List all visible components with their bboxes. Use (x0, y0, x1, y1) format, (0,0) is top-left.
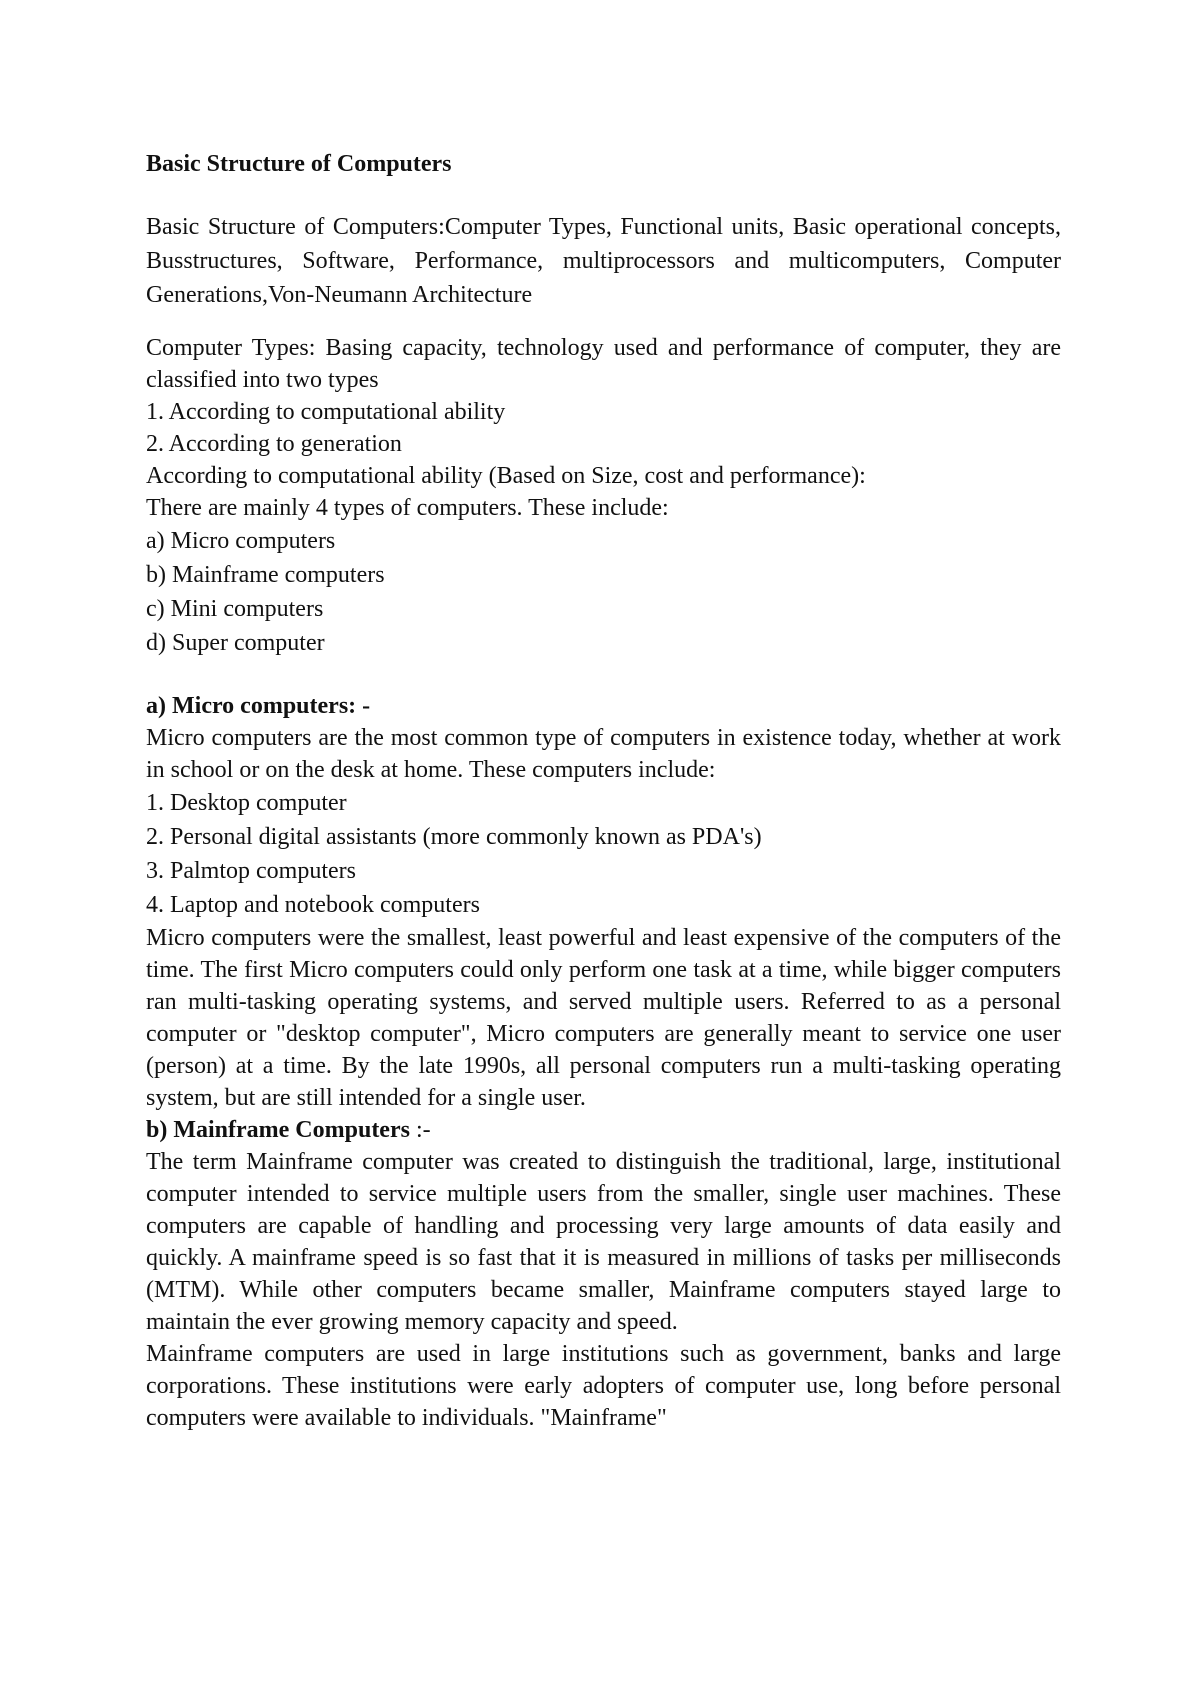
spacer (146, 312, 1061, 332)
classification-item: 2. According to generation (146, 431, 402, 457)
micro-intro-paragraph: Micro computers are the most common type of computers in existence today, whether at work in school or on the desk at home. These computers include: (146, 725, 1061, 783)
types-list-item: c) Mini computers (146, 596, 324, 622)
micro-list-item: 4. Laptop and notebook computers (146, 892, 480, 918)
micro-list-item: 1. Desktop computer (146, 790, 347, 816)
mainframe-heading-label: b) Mainframe Computers (146, 1117, 410, 1143)
micro-list-item: 2. Personal digital assistants (more commonly known as PDA's) (146, 824, 762, 850)
mainframe-paragraph-1: The term Mainframe computer was created to distinguish the traditional, large, institutional computer intended to service multiple users from the smaller, single user machines. These computers are capable of handling and processing very large amounts of data easily and quickly. A mainframe speed is so fast that it is measured in millions of tasks per milliseconds (MTM). While other computers became smaller, Mainframe computers stayed large to maintain the ever growing memory capacity and speed. (146, 1149, 1061, 1335)
document-title: Basic Structure of Computers (146, 151, 452, 177)
micro-list-item: 3. Palmtop computers (146, 858, 356, 884)
types-list-item: a) Micro computers (146, 528, 336, 554)
document-page (146, 148, 1061, 1434)
computer-types-paragraph: Computer Types: Basing capacity, technology used and performance of computer, they are classified into two types (146, 335, 1061, 393)
spacer (146, 660, 1061, 690)
types-count-line: There are mainly 4 types of computers. These include: (146, 495, 669, 521)
micro-description-paragraph: Micro computers were the smallest, least powerful and least expensive of the computers of the time. The first Micro computers could only perform one task at a time, while bigger computers ran multi-tasking operating systems, and served multiple users. Referred to as a personal computer or "desktop computer", Micro computers are generally meant to service one user (person) at a time. By the late 1990s, all personal computers run a multi-tasking operating system, but are still intended for a single user. (146, 925, 1061, 1111)
mainframe-heading-suffix: :- (409, 1117, 431, 1143)
classification-item: 1. According to computational ability (146, 399, 506, 425)
micro-heading-suffix: : - (348, 693, 371, 719)
mainframe-paragraph-2: Mainframe computers are used in large institutions such as government, banks and large corporations. These institutions were early adopters of computer use, long before personal computers were available to individuals. "Mainframe" (146, 1341, 1061, 1431)
intro-paragraph: Basic Structure of Computers:Computer Types, Functional units, Basic operational concepts, Busstructures, Software, Performance, multiprocessors and multicomputers, Computer Generations,Von-Neumann Architecture (146, 214, 1061, 308)
mainframe-heading (146, 1114, 1061, 1146)
ability-heading: According to computational ability (Based on Size, cost and performance): (146, 463, 866, 489)
micro-heading (146, 690, 1061, 722)
types-list-item: b) Mainframe computers (146, 562, 385, 588)
micro-heading-label: a) Micro computers (146, 693, 349, 719)
types-list-item: d) Super computer (146, 630, 325, 656)
